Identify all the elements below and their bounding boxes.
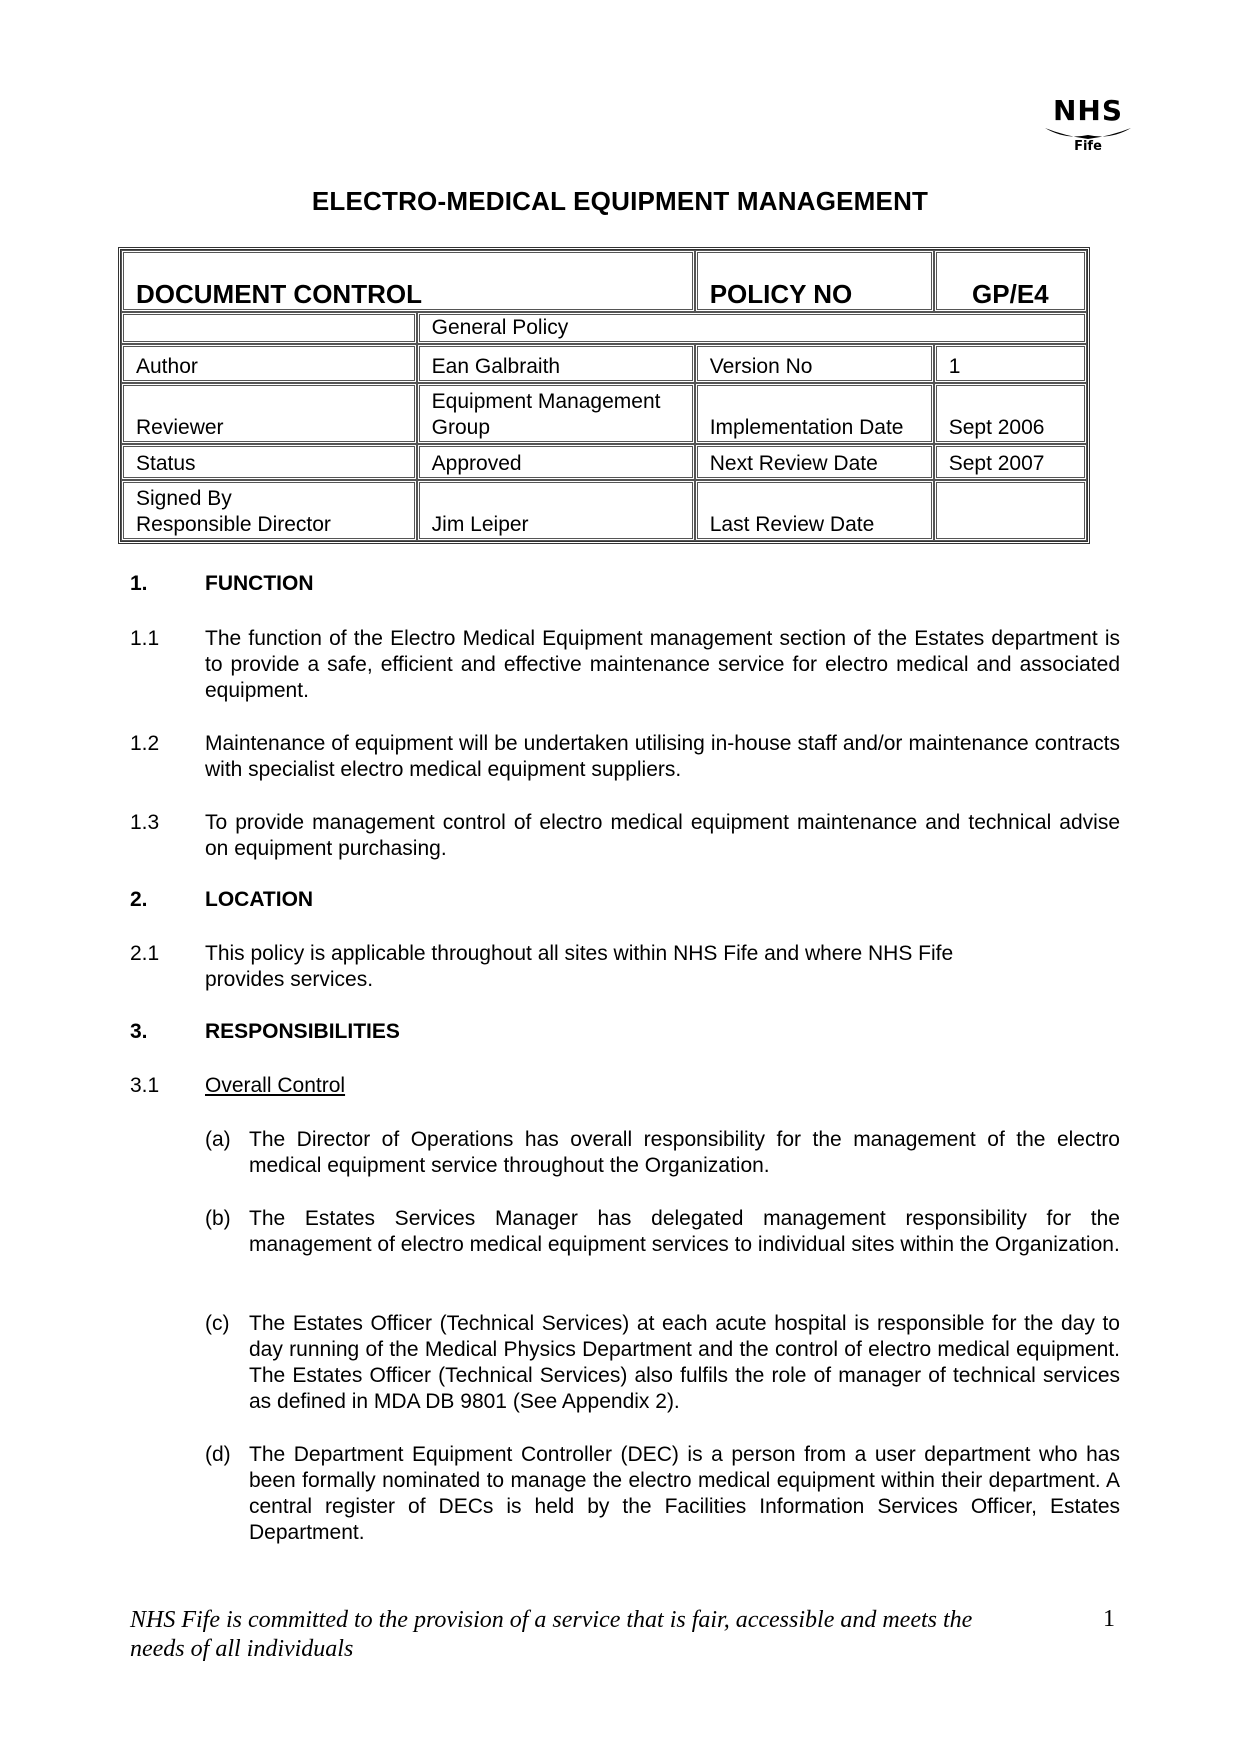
list-text: The Estates Services Manager has delegated management responsibility for the management of electro medical equipment services to individual sites within the Organization. bbox=[249, 1207, 1120, 1256]
table-row bbox=[121, 480, 1087, 541]
signed-by-label bbox=[121, 480, 417, 541]
paragraph-2-1 bbox=[130, 941, 1120, 993]
list-letter: (a) bbox=[205, 1128, 231, 1151]
table-row bbox=[121, 444, 1087, 480]
section-heading-responsibilities bbox=[130, 1020, 400, 1044]
section-title: RESPONSIBILITIES bbox=[205, 1020, 400, 1043]
paragraph-number: 2.1 bbox=[130, 942, 160, 965]
section-number: 1. bbox=[130, 572, 148, 595]
paragraph-text: The function of the Electro Medical Equipment management section of the Estates department is to provide a safe, efficient and effective maintenance service for electro medical and associated equipment. bbox=[205, 627, 1120, 702]
status-value: Approved bbox=[417, 444, 695, 480]
paragraph-number: 1.1 bbox=[130, 627, 160, 650]
logo-nhs-text: NHS bbox=[1052, 94, 1124, 127]
signed-by-label-line2: Responsible Director bbox=[136, 513, 331, 536]
next-review-date-label: Next Review Date bbox=[695, 444, 934, 480]
paragraph-3-1 bbox=[130, 1073, 1120, 1099]
reviewer-value-line1: Equipment Management bbox=[431, 390, 661, 413]
list-letter: (c) bbox=[205, 1312, 230, 1335]
logo-fife-text: Fife bbox=[1074, 139, 1102, 154]
policy-no-label: POLICY NO bbox=[695, 250, 934, 312]
author-value: Ean Galbraith bbox=[417, 344, 695, 383]
paragraph-number: 1.2 bbox=[130, 732, 160, 755]
paragraph-number: 3.1 bbox=[130, 1074, 160, 1097]
reviewer-value-line2: Group bbox=[431, 416, 491, 439]
section-number: 3. bbox=[130, 1020, 148, 1043]
paragraph-number: 1.3 bbox=[130, 811, 160, 834]
section-number: 2. bbox=[130, 888, 148, 911]
version-label: Version No bbox=[695, 344, 934, 383]
implementation-date-label: Implementation Date bbox=[695, 383, 934, 444]
paragraph-1-1 bbox=[130, 626, 1120, 704]
logo-swoosh-icon bbox=[1043, 126, 1133, 140]
list-item-b bbox=[205, 1206, 1120, 1258]
list-text: The Director of Operations has overall responsibility for the management of the electro medical equipment service throughout the Organization. bbox=[249, 1128, 1120, 1177]
document-control-table bbox=[118, 247, 1090, 544]
page-number: 1 bbox=[1103, 1606, 1115, 1632]
reviewer-value bbox=[417, 383, 695, 444]
table-row bbox=[121, 344, 1087, 383]
table-row bbox=[121, 383, 1087, 444]
footer-line-1: NHS Fife is committed to the provision of a service that is fair, accessible and meets the bbox=[130, 1607, 973, 1633]
section-heading-location bbox=[130, 888, 313, 912]
document-control-heading: DOCUMENT CONTROL bbox=[121, 250, 695, 312]
version-value: 1 bbox=[934, 344, 1087, 383]
section-title: FUNCTION bbox=[205, 572, 314, 595]
list-item-c bbox=[205, 1311, 1120, 1415]
table-row bbox=[121, 312, 1087, 344]
paragraph-text: Maintenance of equipment will be undertaken utilising in-house staff and/or maintenance contracts with specialist electro medical equipment suppliers. bbox=[205, 732, 1120, 781]
empty-cell bbox=[121, 312, 417, 344]
nhs-fife-logo bbox=[1040, 96, 1136, 166]
list-item-a bbox=[205, 1127, 1120, 1179]
signed-by-value: Jim Leiper bbox=[417, 480, 695, 541]
section-title: LOCATION bbox=[205, 888, 314, 911]
last-review-date-value bbox=[934, 480, 1087, 541]
paragraph-1-2 bbox=[130, 731, 1120, 783]
last-review-date-label: Last Review Date bbox=[695, 480, 934, 541]
paragraph-text: This policy is applicable throughout all sites within NHS Fife and where NHS Fife provides services. bbox=[205, 942, 954, 991]
implementation-date-value: Sept 2006 bbox=[934, 383, 1087, 444]
reviewer-label: Reviewer bbox=[121, 383, 417, 444]
subheading-overall-control: Overall Control bbox=[205, 1074, 346, 1097]
paragraph-1-3 bbox=[130, 810, 1120, 862]
signed-by-label-line1: Signed By bbox=[136, 487, 232, 510]
policy-no-value: GP/E4 bbox=[934, 250, 1087, 312]
list-letter: (d) bbox=[205, 1443, 231, 1466]
list-text: The Department Equipment Controller (DEC) is a person from a user department who has been formally nominated to manage the electro medical equipment within their department. A central register of DECs is held by the Facilities Information Services Officer, Estates Department. bbox=[249, 1443, 1120, 1544]
author-label: Author bbox=[121, 344, 417, 383]
list-letter: (b) bbox=[205, 1207, 231, 1230]
list-text: The Estates Officer (Technical Services) at each acute hospital is responsible for the day to day running of the Medical Physics Department and the control of electro medical equipment. The Estates Officer (Technical Services) also fulfils the role of manager of technical services as defined in MDA DB 9801 (See Appendix 2). bbox=[249, 1312, 1120, 1413]
next-review-date-value: Sept 2007 bbox=[934, 444, 1087, 480]
paragraph-text: To provide management control of electro medical equipment maintenance and technical advise on equipment purchasing. bbox=[205, 811, 1120, 860]
section-heading-function bbox=[130, 572, 314, 596]
list-item-d bbox=[205, 1442, 1120, 1546]
table-row bbox=[121, 250, 1087, 312]
policy-category: General Policy bbox=[417, 312, 1087, 344]
document-title: ELECTRO-MEDICAL EQUIPMENT MANAGEMENT bbox=[311, 186, 929, 216]
footer-line-2: needs of all individuals bbox=[130, 1636, 354, 1662]
status-label: Status bbox=[121, 444, 417, 480]
footer-statement bbox=[130, 1606, 1030, 1664]
